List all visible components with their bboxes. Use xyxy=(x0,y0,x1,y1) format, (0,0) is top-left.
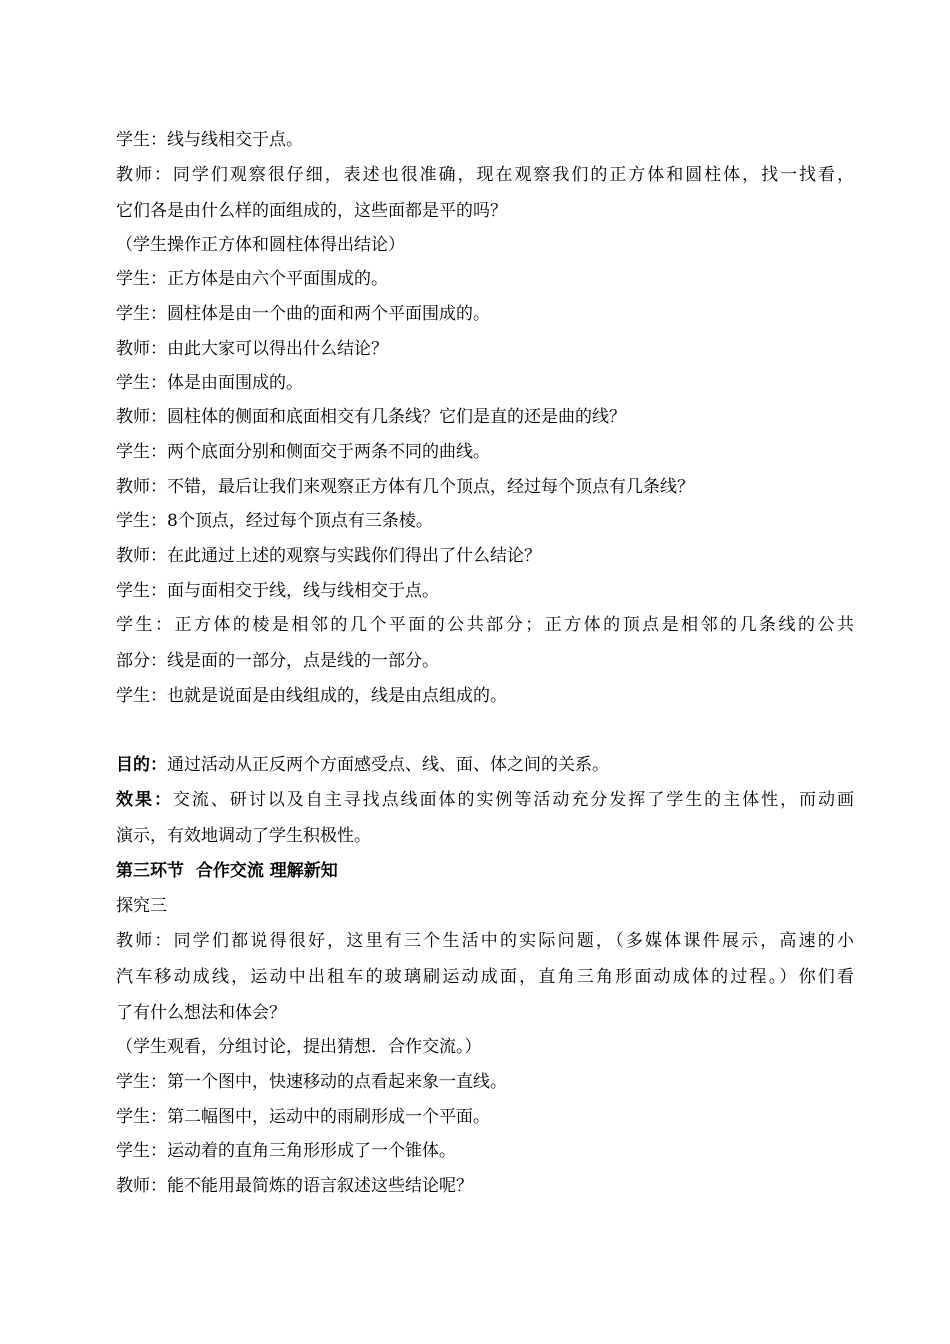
text-line: 学生：8个顶点，经过每个顶点有三条棱。 xyxy=(116,511,433,531)
text-line: 学生：正方体的棱是相邻的几个平面的公共部分；正方体的顶点是相邻的几条线的公共 xyxy=(116,615,854,635)
text-line: 教师：不错，最后让我们来观察正方体有几个顶点，经过每个顶点有几条线？ xyxy=(116,477,694,497)
text-line: 学生：线与线相交于点。 xyxy=(116,130,303,150)
purpose-label: 目的： xyxy=(116,755,167,775)
text-line: （学生操作正方体和圆柱体得出结论） xyxy=(116,235,405,255)
text-line: 教师：同学们观察很仔细，表述也很准确，现在观察我们的正方体和圆柱体，找一找看， xyxy=(116,165,854,185)
text-line: 学生：第一个图中，快速移动的点看起来象一直线。 xyxy=(116,1072,507,1092)
text-line: （学生观看，分组讨论，提出猜想．合作交流。） xyxy=(116,1037,482,1057)
effect-line xyxy=(116,789,854,811)
text-line: 教师：由此大家可以得出什么结论？ xyxy=(116,339,388,359)
text-line: 学生：正方体是由六个平面围成的。 xyxy=(116,269,388,289)
text-line: 教师：能不能用最简炼的语言叙述这些结论呢？ xyxy=(116,1176,473,1196)
text-line: 汽车移动成线，运动中出租车的玻璃刷运动成面，直角三角形面动成体的过程。）你们看 xyxy=(116,967,854,987)
text-line: 教师：圆柱体的侧面和底面相交有几条线？它们是直的还是曲的线？ xyxy=(116,407,626,427)
text-line: 了有什么想法和体会？ xyxy=(116,1003,286,1023)
effect-line-continued: 演示，有效地调动了学生积极性。 xyxy=(116,826,371,846)
text-line: 教师：同学们都说得很好，这里有三个生活中的实际问题，（多媒体课件展示，高速的小 xyxy=(116,931,854,951)
text-line: 学生：两个底面分别和侧面交于两条不同的曲线。 xyxy=(116,442,490,462)
text-line: 学生：圆柱体是由一个曲的面和两个平面围成的。 xyxy=(116,304,490,324)
text-line: 学生：面与面相交于线，线与线相交于点。 xyxy=(116,581,439,601)
text-line: 它们各是由什么样的面组成的，这些面都是平的吗？ xyxy=(116,201,507,221)
text-line: 学生：第二幅图中，运动中的雨刷形成一个平面。 xyxy=(116,1107,490,1127)
purpose-line xyxy=(116,754,609,776)
text-line: 学生：也就是说面是由线组成的，线是由点组成的。 xyxy=(116,686,507,706)
text-line: 学生：体是由面围成的。 xyxy=(116,373,303,393)
text-line: 部分：线是面的一部分，点是线的一部分。 xyxy=(116,651,439,671)
section-title: 第三环节 合作交流 理解新知 xyxy=(116,861,338,881)
effect-text: 交流、研讨以及自主寻找点线面体的实例等活动充分发挥了学生的主体性，而动画 xyxy=(172,790,854,810)
text-line: 探究三 xyxy=(116,896,167,916)
effect-label: 效果： xyxy=(116,790,173,810)
text-line: 教师：在此通过上述的观察与实践你们得出了什么结论？ xyxy=(116,546,541,566)
purpose-text: 通过活动从正反两个方面感受点、线、面、体之间的关系。 xyxy=(167,755,609,775)
text-line: 学生：运动着的直角三角形形成了一个锥体。 xyxy=(116,1141,456,1161)
